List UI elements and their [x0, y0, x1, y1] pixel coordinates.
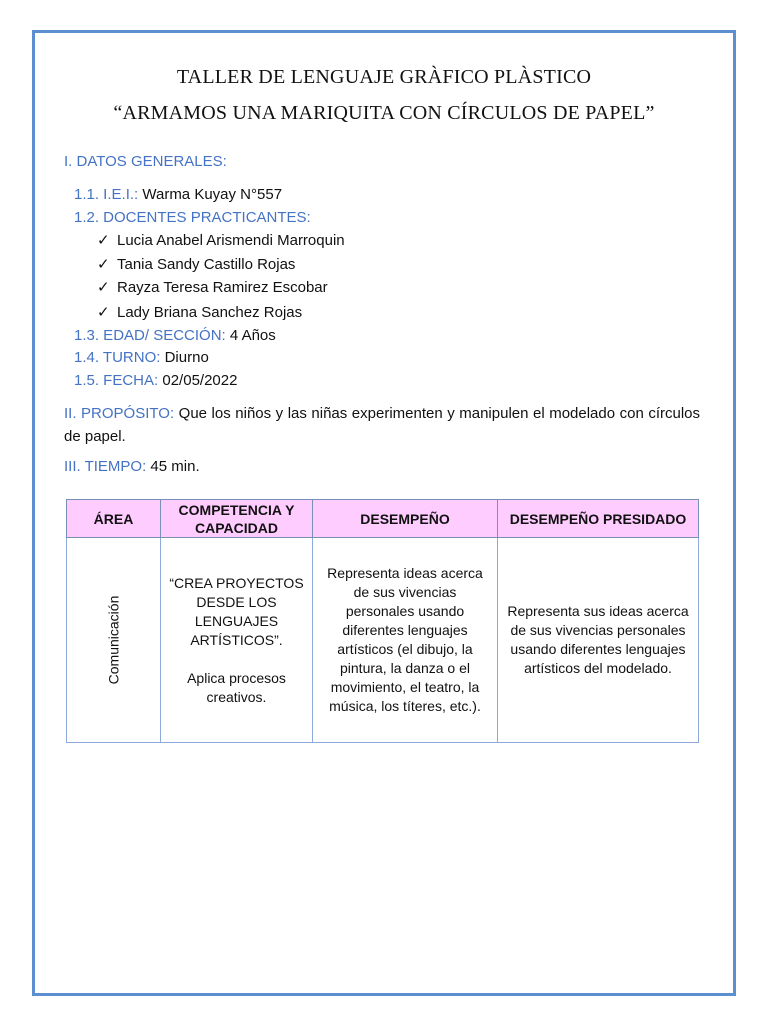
- tiempo-label: III. TIEMPO:: [64, 458, 147, 475]
- fecha-value: 02/05/2022: [162, 372, 238, 389]
- document-subtitle: “ARMAMOS UNA MARIQUITA CON CÍRCULOS DE PAPEL”: [113, 102, 655, 124]
- proposito-label: II. PROPÓSITO:: [64, 405, 175, 422]
- table-header-row: [67, 500, 699, 538]
- proposito-text: Que los niños y las niñas experimenten y manipulen el modelado con círculos de papel.: [64, 405, 701, 445]
- docente-name: Rayza Teresa Ramirez Escobar: [117, 279, 328, 296]
- checkmark-icon: ✓: [97, 278, 110, 296]
- tiempo-row: [64, 458, 200, 475]
- iei-value: Warma Kuyay N°557: [142, 186, 283, 203]
- docente-item: [97, 303, 302, 321]
- tiempo-value: 45 min.: [150, 458, 200, 475]
- table-row: [67, 538, 699, 743]
- checkmark-icon: ✓: [97, 303, 110, 321]
- edad-label: 1.3. EDAD/ SECCIÓN:: [74, 327, 226, 344]
- cell-desempeno-presidado: Representa sus ideas acerca de sus vivencias personales usando diferentes lenguajes artísticos del modelado.: [498, 538, 699, 743]
- section-datos-generales: I. DATOS GENERALES:: [64, 153, 227, 170]
- checkmark-icon: ✓: [97, 255, 110, 273]
- docente-name: Tania Sandy Castillo Rojas: [117, 256, 296, 273]
- cell-desempeno: Representa ideas acerca de sus vivencias personales usando diferentes lenguajes artísticos (el dibujo, la pintura, la danza o el movimiento, el teatro, la música, los títeres, etc.).: [313, 538, 498, 743]
- cell-competencia: [161, 538, 313, 743]
- iei-row: [74, 186, 282, 203]
- docentes-label: 1.2. DOCENTES PRACTICANTES:: [74, 209, 311, 226]
- header-desempeno-presidado: DESEMPEÑO PRESIDADO: [498, 500, 699, 538]
- header-area: ÁREA: [67, 500, 161, 538]
- docente-item: [97, 278, 328, 296]
- header-competencia: COMPETENCIA Y CAPACIDAD: [161, 500, 313, 538]
- turno-label: 1.4. TURNO:: [74, 349, 161, 366]
- header-desempeno: DESEMPEÑO: [313, 500, 498, 538]
- proposito-paragraph: [64, 402, 700, 448]
- iei-label: 1.1. I.E.I.:: [74, 186, 139, 203]
- edad-value: 4 Años: [229, 327, 276, 344]
- area-text: Comunicación: [105, 595, 121, 685]
- docente-name: Lucia Anabel Arismendi Marroquin: [117, 232, 345, 249]
- docente-item: [97, 255, 295, 273]
- fecha-row: [74, 372, 237, 389]
- competencia-text: “CREA PROYECTOS DESDE LOS LENGUAJES ARTÍSTICOS”.: [169, 574, 304, 648]
- docente-name: Lady Briana Sanchez Rojas: [117, 304, 303, 321]
- fecha-label: 1.5. FECHA:: [74, 372, 159, 389]
- turno-value: Diurno: [164, 349, 209, 366]
- docente-item: [97, 231, 345, 249]
- turno-row: [74, 349, 209, 366]
- cell-area: [67, 538, 161, 743]
- edad-row: [74, 327, 276, 344]
- checkmark-icon: ✓: [97, 231, 110, 249]
- document-title: TALLER DE LENGUAJE GRÀFICO PLÀSTICO: [176, 66, 592, 88]
- planning-table: [66, 499, 699, 743]
- capacidad-text: Aplica procesos creativos.: [187, 669, 286, 705]
